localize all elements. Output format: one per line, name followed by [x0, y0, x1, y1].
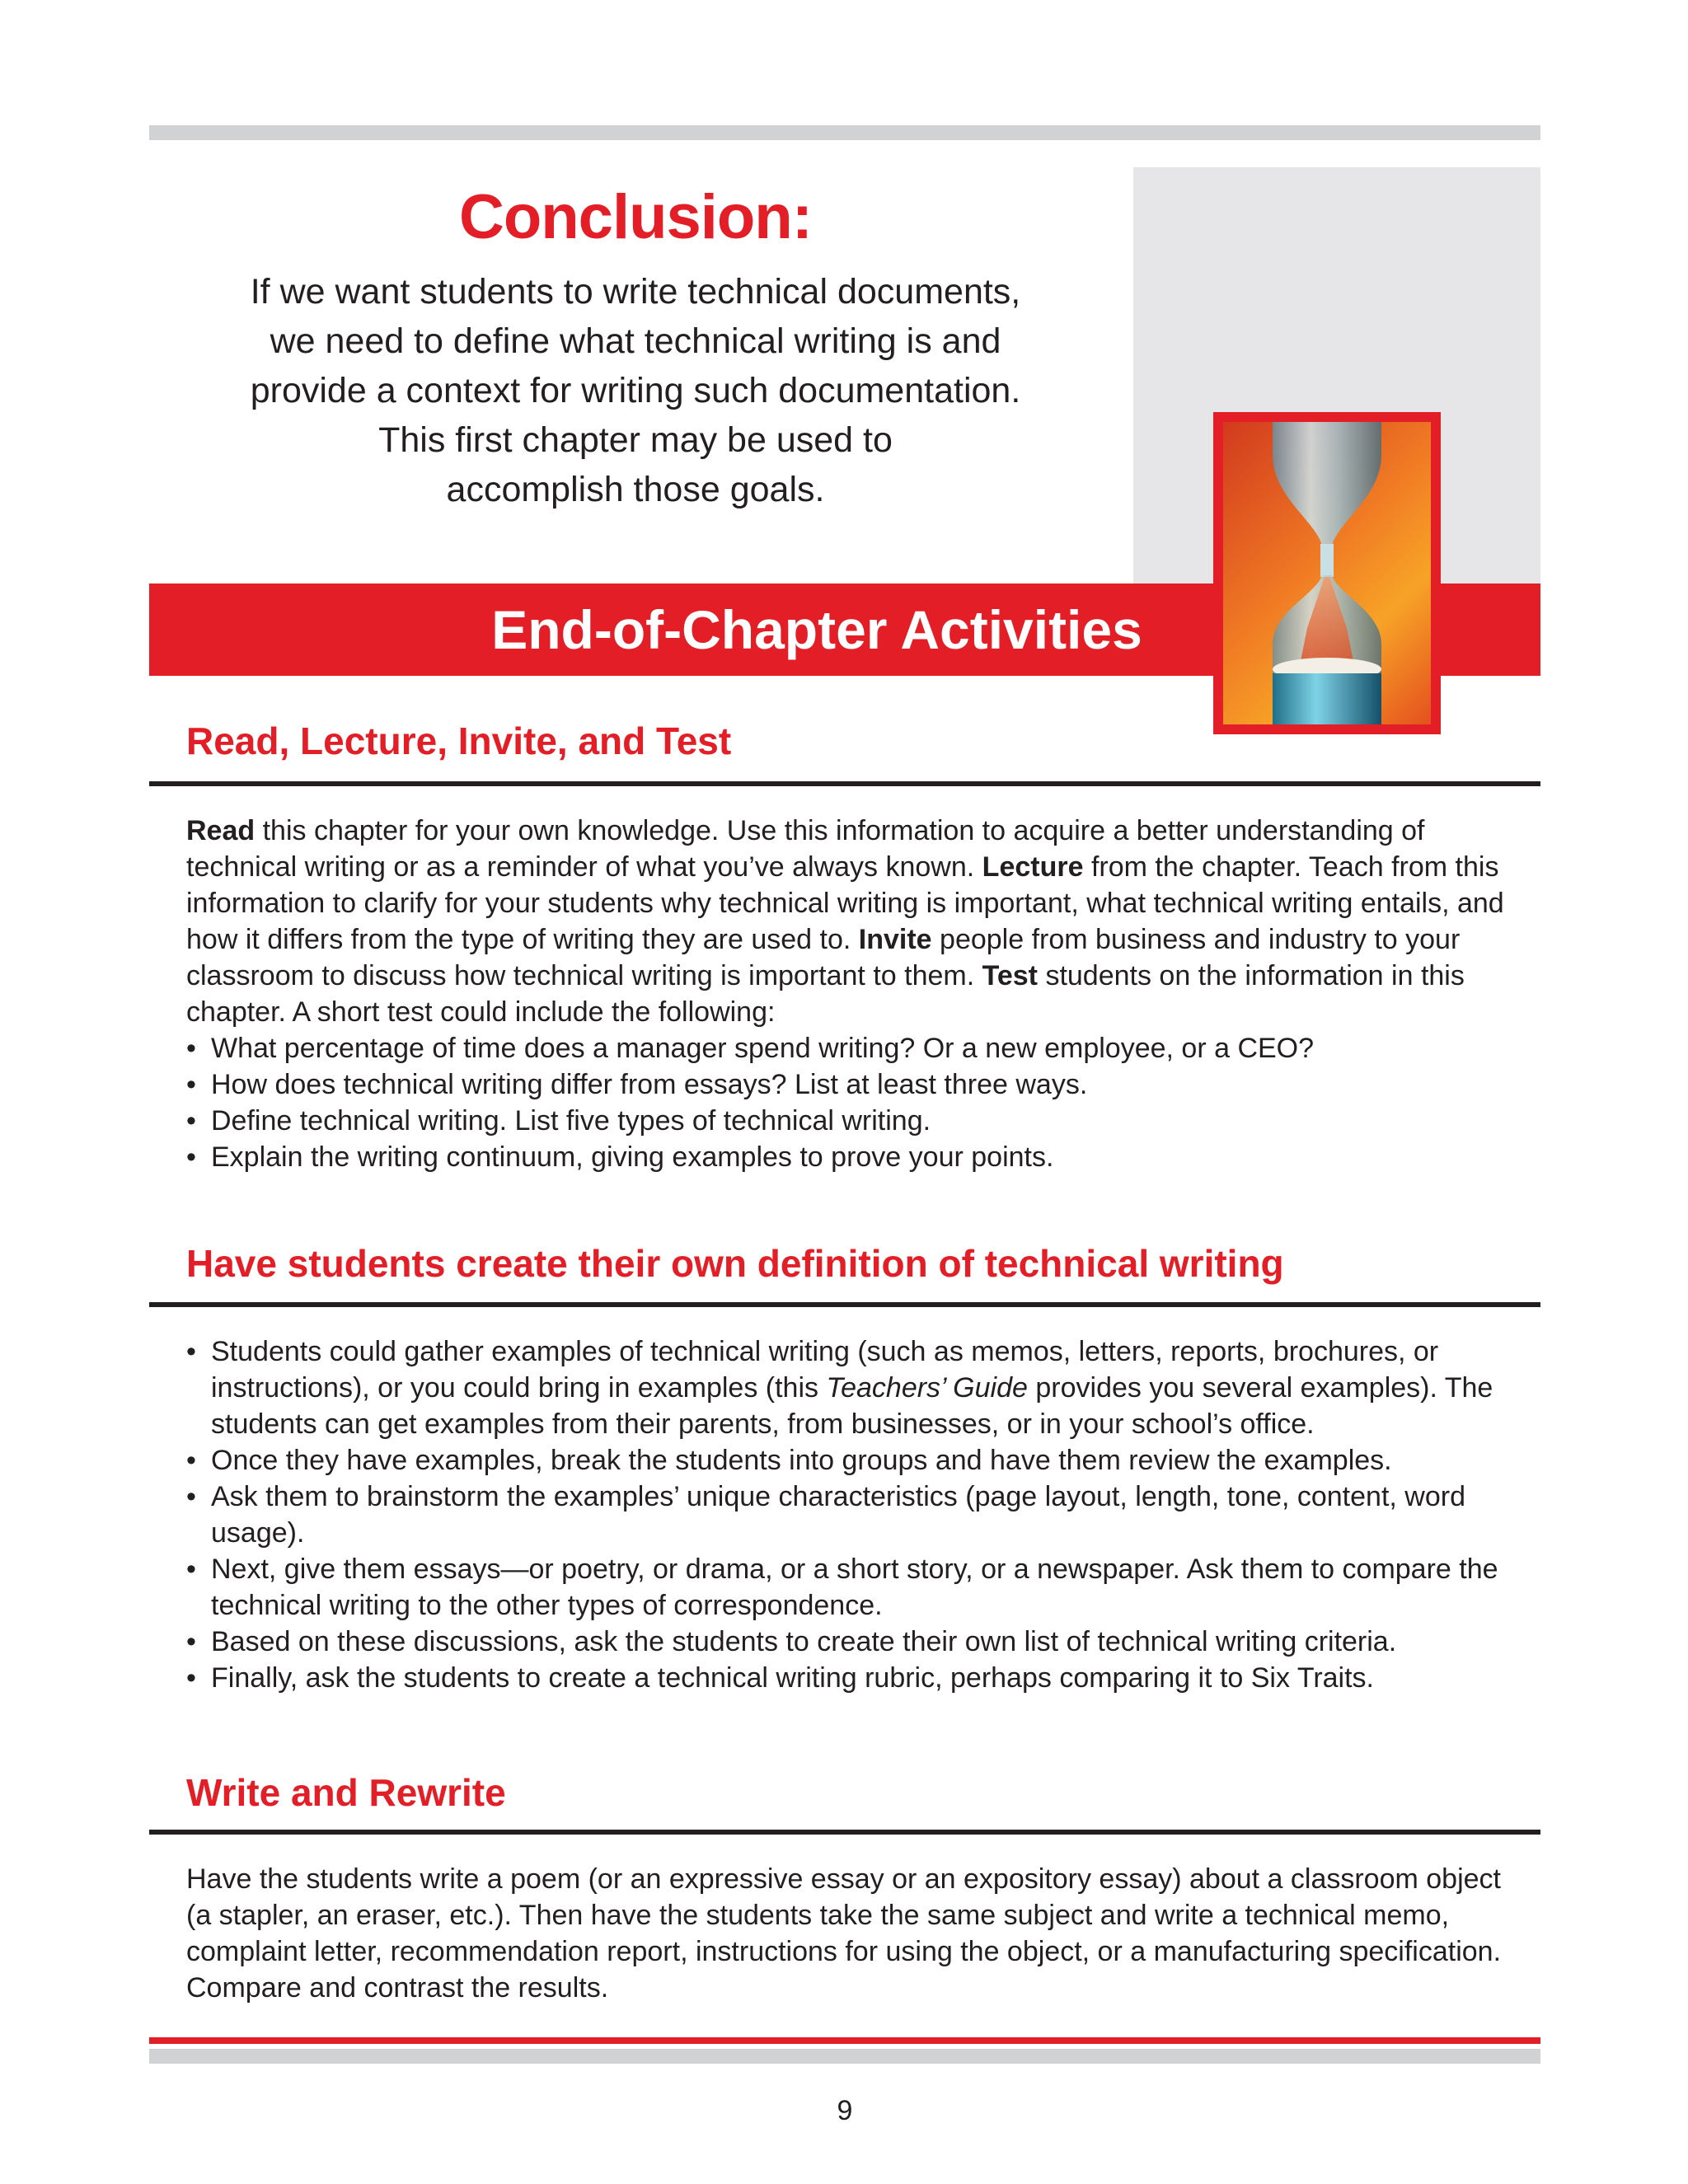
section-heading-write-rewrite: Write and Rewrite: [186, 1771, 506, 1814]
definition-activity-list: [186, 1333, 1505, 1696]
conclusion-line: If we want students to write technical documents,: [250, 272, 1021, 312]
invite-text: people from business and industry to your classroom to discuss how technical writing is important to them.: [186, 924, 1461, 991]
list-item: • Define technical writing. List five types of technical writing.: [186, 1103, 1505, 1139]
list-item: [186, 1333, 1505, 1442]
list-item: • Ask them to brainstorm the examples’ unique characteristics (page layout, length, tone, content, word usage).: [186, 1479, 1505, 1551]
page-number: 9: [837, 2095, 853, 2126]
section2-body: [186, 1333, 1505, 1696]
list-item: • Based on these discussions, ask the students to create their own list of technical writing criteria.: [186, 1624, 1505, 1660]
bottom-red-rule: [149, 2037, 1540, 2044]
bottom-divider-bar: [149, 2049, 1540, 2064]
section-rule: [149, 1830, 1540, 1835]
conclusion-title: Conclusion:: [458, 182, 813, 252]
test-question-list: [186, 1030, 1505, 1175]
section-heading-read-lecture: Read, Lecture, Invite, and Test: [186, 719, 732, 762]
list-item-text: Students could gather examples of technical writing (such as memos, letters, reports, brochures, or instructions), or you could bring in examples (this: [211, 1336, 1439, 1404]
read-label: Read: [186, 815, 256, 846]
list-item: • Once they have examples, break the students into groups and have them review the examples.: [186, 1442, 1505, 1479]
top-divider-bar: [149, 125, 1540, 140]
list-item: • What percentage of time does a manager spend writing? Or a new employee, or a CEO?: [186, 1030, 1505, 1066]
list-item: • Next, give them essays—or poetry, or drama, or a short story, or a newspaper. Ask them to compare the technical writing to the other types of correspondence.: [186, 1551, 1505, 1624]
conclusion-text: [149, 267, 1122, 514]
section-heading-definition: Have students create their own definition of technical writing: [186, 1242, 1284, 1285]
lecture-label: Lecture: [982, 851, 1084, 883]
section3-body: [186, 1861, 1505, 2006]
conclusion-line: provide a context for writing such documentation.: [250, 371, 1021, 410]
test-label: Test: [982, 960, 1038, 991]
list-item-text: provides you several examples). The students can get examples from their parents, from businesses, or in your school’s office.: [211, 1372, 1493, 1440]
section3-paragraph: Have the students write a poem (or an expressive essay or an expository essay) about a classroom object (a stapler, an eraser, etc.). Then have the students take the same subject and write a technical memo, complaint letter, recommendation report, instructions for using the object, or a manufacturing specification. Compare and contrast the results.: [186, 1863, 1502, 2004]
read-text: this chapter for your own knowledge. Use this information to acquire a better understanding of technical writing or as a reminder of what you’ve always known.: [186, 815, 1425, 883]
hourglass-icon: [1223, 422, 1431, 724]
lecture-text: from the chapter. Teach from this information to clarify for your students why technical writing is important, what technical writing entails, and how it differs from the type of writing they are used to.: [186, 851, 1504, 955]
hourglass-image: [1213, 412, 1441, 734]
section-rule: [149, 1302, 1540, 1307]
section1-paragraph: [186, 813, 1505, 1030]
invite-label: Invite: [858, 924, 932, 955]
list-item: • Finally, ask the students to create a technical writing rubric, perhaps comparing it to Six Traits.: [186, 1660, 1505, 1696]
list-item: • How does technical writing differ from essays? List at least three ways.: [186, 1066, 1505, 1103]
conclusion-line: accomplish those goals.: [446, 470, 825, 509]
teachers-guide-title: Teachers’ Guide: [826, 1372, 1028, 1404]
conclusion-line: This first chapter may be used to: [378, 420, 893, 460]
chapter-activities-title: End-of-Chapter Activities: [491, 599, 1142, 660]
test-text: students on the information in this chapter. A short test could include the following:: [186, 960, 1465, 1028]
section-rule: [149, 781, 1540, 786]
section1-body: [186, 813, 1505, 1175]
conclusion-line: we need to define what technical writing is and: [270, 321, 1001, 361]
list-item: • Explain the writing continuum, giving examples to prove your points.: [186, 1139, 1505, 1175]
